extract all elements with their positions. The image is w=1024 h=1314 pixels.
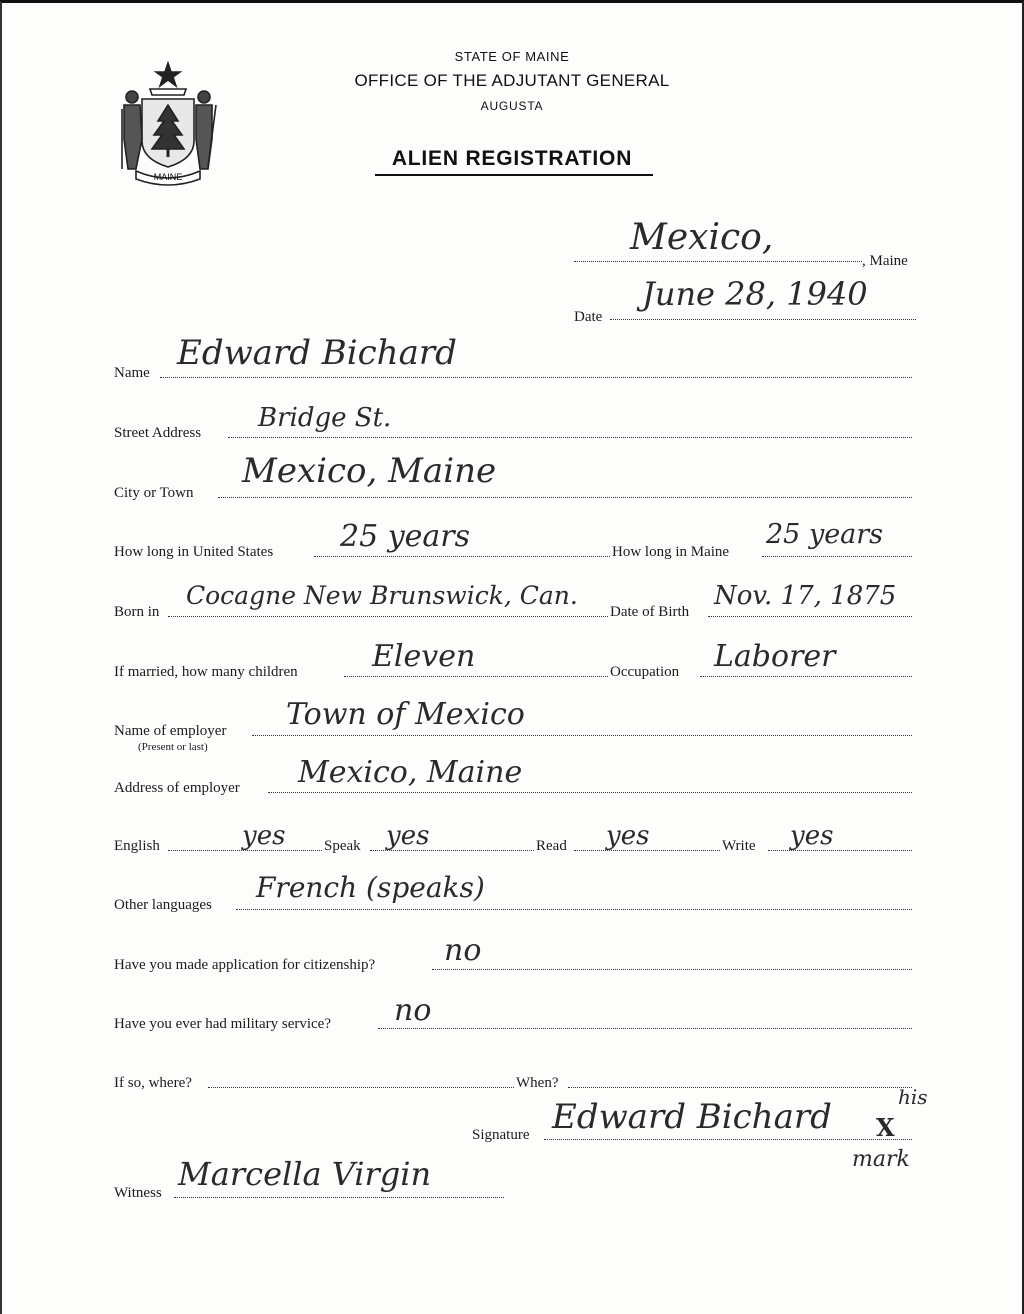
read-label: Read — [536, 838, 567, 854]
signature-line — [544, 1139, 912, 1140]
when-label: When? — [516, 1075, 559, 1091]
city-or-town-value[interactable]: Mexico, Maine — [242, 451, 497, 491]
city-or-town-label: City or Town — [114, 485, 194, 501]
other-languages-line — [236, 909, 912, 910]
name-line — [160, 377, 912, 378]
speak-value[interactable]: yes — [386, 821, 430, 851]
signature-label: Signature — [472, 1127, 530, 1143]
date-line — [610, 319, 916, 320]
street-address-label: Street Address — [114, 425, 202, 441]
witness-label: Witness — [114, 1185, 162, 1201]
office-heading: OFFICE OF THE ADJUTANT GENERAL — [354, 71, 670, 90]
occupation-label: Occupation — [610, 664, 680, 680]
city-or-town-line — [218, 497, 912, 498]
born-in-value[interactable]: Cocagne New Brunswick, Can. — [186, 581, 578, 610]
years-in-us-value[interactable]: 25 years — [340, 519, 471, 554]
signature-value[interactable]: Edward Bichard — [552, 1097, 832, 1137]
years-in-us-label: How long in United States — [114, 544, 274, 560]
witness-value[interactable]: Marcella Virgin — [178, 1155, 432, 1193]
employer-name-line — [252, 735, 912, 736]
speak-label: Speak — [324, 838, 361, 854]
date-of-birth-label: Date of Birth — [610, 604, 690, 620]
citizenship-application-value[interactable]: no — [444, 933, 482, 968]
if-so-where-line — [208, 1087, 514, 1088]
date-of-birth-value[interactable]: Nov. 17, 1875 — [714, 581, 897, 611]
english-label: English — [114, 838, 160, 854]
years-in-maine-value[interactable]: 25 years — [766, 519, 884, 550]
other-languages-value[interactable]: French (speaks) — [256, 871, 485, 904]
signature-mark: X — [876, 1113, 895, 1142]
occupation-value[interactable]: Laborer — [714, 639, 836, 674]
children-label: If married, how many children — [114, 664, 298, 680]
name-label: Name — [114, 365, 150, 381]
if-so-where-label: If so, where? — [114, 1075, 192, 1091]
children-line — [344, 676, 608, 677]
born-in-label: Born in — [114, 604, 160, 620]
occupation-line — [700, 676, 912, 677]
location-value: Mexico, — [630, 217, 774, 258]
maine-state-seal-icon — [112, 59, 224, 189]
city-heading: AUGUSTA — [480, 99, 544, 113]
location-line — [574, 261, 862, 262]
citizenship-application-label: Have you made application for citizenship? — [114, 957, 376, 973]
born-in-line — [168, 616, 608, 617]
state-heading: STATE OF MAINE — [454, 49, 570, 64]
date-value[interactable]: June 28, 1940 — [642, 275, 868, 313]
other-languages-label: Other languages — [114, 897, 212, 913]
write-value[interactable]: yes — [790, 821, 834, 851]
employer-name-sublabel: (Present or last) — [138, 741, 208, 753]
employer-name-value[interactable]: Town of Mexico — [286, 697, 525, 732]
employer-address-value[interactable]: Mexico, Maine — [298, 755, 523, 790]
read-value[interactable]: yes — [606, 821, 650, 851]
signature-mark-bottom: mark — [852, 1147, 910, 1172]
when-line — [568, 1087, 912, 1088]
military-service-value[interactable]: no — [394, 993, 432, 1028]
military-service-label: Have you ever had military service? — [114, 1016, 331, 1032]
seal-label: MAINE — [153, 172, 183, 182]
name-value[interactable]: Edward Bichard — [177, 333, 457, 373]
street-address-line — [228, 437, 912, 438]
english-value[interactable]: yes — [242, 821, 286, 851]
witness-line — [174, 1197, 504, 1198]
years-in-maine-label: How long in Maine — [612, 544, 730, 560]
form-title: ALIEN REGISTRATION — [391, 147, 633, 170]
years-in-maine-line — [762, 556, 912, 557]
date-label: Date — [574, 309, 603, 325]
employer-address-label: Address of employer — [114, 780, 240, 796]
employer-address-line — [268, 792, 912, 793]
signature-mark-top: his — [898, 1085, 928, 1109]
citizenship-application-line — [432, 969, 912, 970]
date-of-birth-line — [708, 616, 912, 617]
military-service-line — [378, 1028, 912, 1029]
write-label: Write — [722, 838, 756, 854]
title-underline — [375, 174, 653, 176]
children-value[interactable]: Eleven — [372, 639, 476, 674]
maine-label: , Maine — [862, 253, 908, 269]
years-in-us-line — [314, 556, 610, 557]
employer-name-label: Name of employer — [114, 723, 227, 739]
street-address-value[interactable]: Bridge St. — [258, 403, 392, 433]
